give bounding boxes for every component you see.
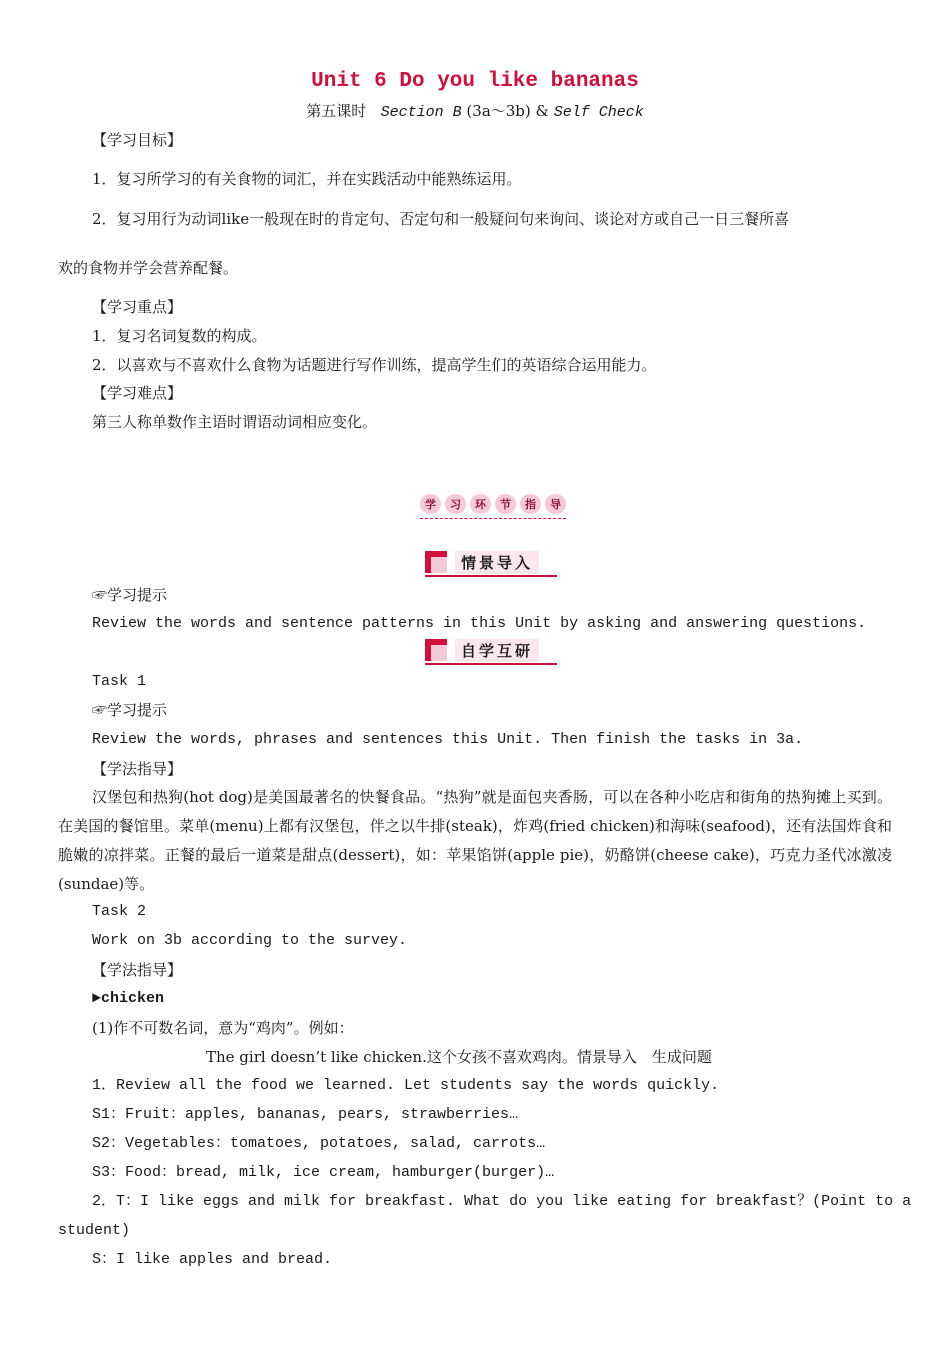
step-2: 2．T：I like eggs and milk for breakfast. What do you like eating for breakfast？(Point to a <box>92 1193 912 1210</box>
intro-text: Review the words and sentence patterns in this Unit by asking and answering questions. <box>92 615 867 632</box>
task2-text: Work on 3b according to the survey. <box>92 932 408 949</box>
task1-heading: Task 1 <box>92 673 147 690</box>
key-point-item-2: 2．以喜欢与不喜欢什么食物为话题进行写作训练，提高学生们的英语综合运用能力。 <box>92 356 657 374</box>
section-square-icon <box>425 551 447 573</box>
banner-char: 环 <box>470 494 491 514</box>
self-check-label: Self Check <box>553 104 644 121</box>
difficult-point-item-1: 第三人称单数作主语时谓语动词相应变化。 <box>92 413 378 431</box>
section-header-self-study <box>425 637 557 665</box>
method-guide-paragraph: 汉堡包和热狗(hot dog)是美国最著名的快餐食品。“热狗”就是面包夹香肠，可以在各种小吃店和街角的热狗摊上买到。在美国的餐馆里。菜单(menu)上都有汉堡包，伴之以牛排(steak)，炸鸡(fried chicken)和海味(seafood)，还有法国炸食和脆嫩的凉拌菜。正餐的最后一道菜是甜点(dessert)，如：苹果馅饼(apple pie)，奶酪饼(cheese cake)，巧克力圣代冰激凌(sundae)等。 <box>58 788 892 893</box>
objective-item-2-cont: 欢的食物并学会营养配餐。 <box>58 259 239 277</box>
banner-char: 习 <box>445 494 466 514</box>
banner-divider <box>420 518 566 519</box>
banner-char: 导 <box>545 494 566 514</box>
section-header-label: 自学互研 <box>455 639 539 662</box>
student-answer-2: S2：Vegetables：tomatoes, potatoes, salad, carrots… <box>92 1135 546 1152</box>
page-title: Unit 6 Do you like bananas <box>311 70 639 93</box>
student-answer-3: S3：Food：bread, milk, ice cream, hamburger(burger)… <box>92 1164 555 1181</box>
tip-label: ☞学习提示 <box>92 701 168 719</box>
step-2-cont: student) <box>58 1222 131 1239</box>
banner-char: 节 <box>495 494 516 514</box>
key-points-heading: 【学习重点】 <box>92 298 183 316</box>
objective-item-2: 2．复习用行为动词like一般现在时的肯定句、否定句和一般疑问句来询问、谈论对方或自己一日三餐所喜 <box>92 210 790 228</box>
page-subtitle <box>0 100 950 121</box>
objectives-heading: 【学习目标】 <box>92 131 183 149</box>
student-reply: S：I like apples and bread. <box>92 1251 333 1268</box>
difficult-points-heading: 【学习难点】 <box>92 384 183 402</box>
example-sentence: The girl doesn’t like chicken.这个女孩不喜欢鸡肉。情景导入 生成问题 <box>206 1048 712 1066</box>
banner-char: 学 <box>420 494 441 514</box>
range-label: (3a～3b) <box>466 102 531 120</box>
method-guide-heading: 【学法指导】 <box>92 961 183 979</box>
chicken-heading: ►chicken <box>92 990 165 1007</box>
method-guide-heading: 【学法指导】 <box>92 760 183 778</box>
section-header-intro <box>425 549 557 577</box>
section-header-label: 情景导入 <box>455 551 539 574</box>
task2-heading: Task 2 <box>92 903 147 920</box>
banner-char: 指 <box>520 494 541 514</box>
student-answer-1: S1：Fruit：apples, bananas, pears, strawberries… <box>92 1106 519 1123</box>
task1-text: Review the words, phrases and sentences this Unit. Then finish the tasks in 3a. <box>92 731 804 748</box>
step-1: 1．Review all the food we learned. Let students say the words quickly. <box>92 1077 720 1094</box>
objective-item-1: 1．复习所学习的有关食物的词汇，并在实践活动中能熟练运用。 <box>92 170 522 188</box>
key-point-item-1: 1．复习名词复数的构成。 <box>92 327 267 345</box>
chicken-note: (1)作不可数名词，意为“鸡肉”。例如： <box>92 1019 354 1037</box>
section-square-icon <box>425 639 447 661</box>
lesson-label: 第五课时 <box>306 102 367 120</box>
section-label: Section B <box>380 104 462 121</box>
section-banner <box>420 494 566 524</box>
amp-label: & <box>535 102 549 120</box>
tip-label: ☞学习提示 <box>92 586 168 604</box>
